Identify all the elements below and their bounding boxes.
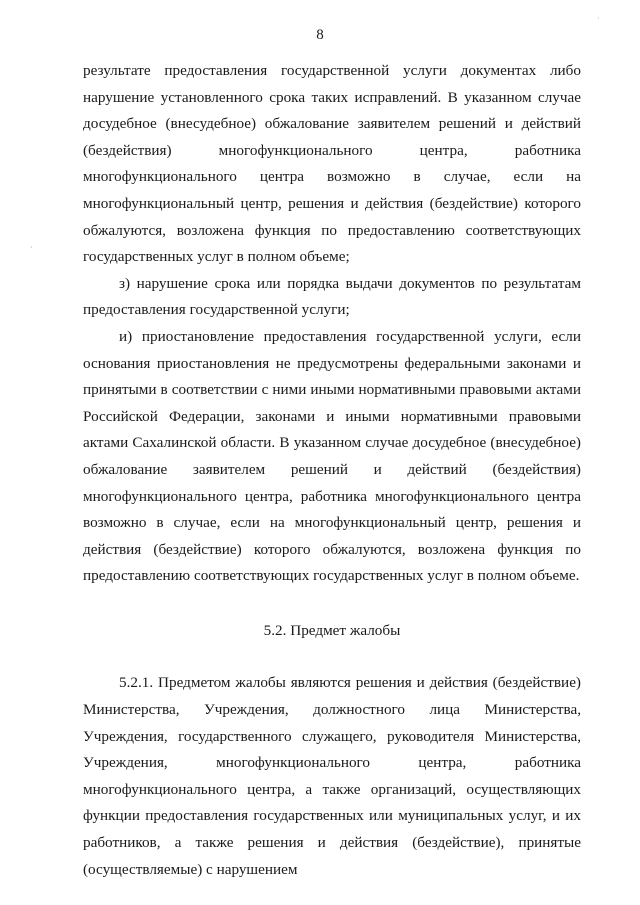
paragraph-item-z: з) нарушение срока или порядка выдачи документов по результатам предоставления государственной услуги;: [83, 274, 581, 319]
paragraph-continuation: результате предоставления государственной услуги документах либо нарушение установленного срока таких исправлений. В указанном случае досудебное (внесудебное) обжалование заявителем решений и действий (бездействия) многофункционального центра, работника многофункционального центра возможно в случае, если на многофункциональный центр, решения и действия (бездействие) которого обжалуются, возложена функция по предоставлению соответствующих государственных услуг в полном объеме;: [83, 62, 581, 266]
scan-artifact: ·: [30, 243, 33, 252]
section-heading: 5.2. Предмет жалобы: [263, 621, 401, 639]
page-number: 8: [316, 27, 324, 43]
document-body: [83, 58, 581, 883]
paragraph-5-2-1: 5.2.1. Предметом жалобы являются решения и действия (бездействие) Министерства, Учреждения, должностного лица Министерства, Учреждения, государственного служащего, руководителя Министерства, Учреждения, многофункционального центра, работника многофункционального центра, а также организаций, осуществляющих функции предоставления государственных или муниципальных услуг, и их работников, а также решения и действия (бездействие), принятые (осуществляемые) с нарушением: [83, 674, 581, 878]
paragraph-item-i: и) приостановление предоставления государственной услуги, если основания приостановления не предусмотрены федеральными законами и принятыми в соответствии с ними иными нормативными правовыми актами Российской Федерации, законами и иными нормативными правовыми актами Сахалинской области. В указанном случае досудебное (внесудебное) обжалование заявителем решений и действий (бездействия) многофункционального центра, работника многофункционального центра возможно в случае, если на многофункциональный центр, решения и действия (бездействие) которого обжалуются, возложена функция по предоставлению соответствующих государственных услуг в полном объеме.: [83, 327, 581, 585]
scan-artifact: ·: [597, 14, 600, 23]
